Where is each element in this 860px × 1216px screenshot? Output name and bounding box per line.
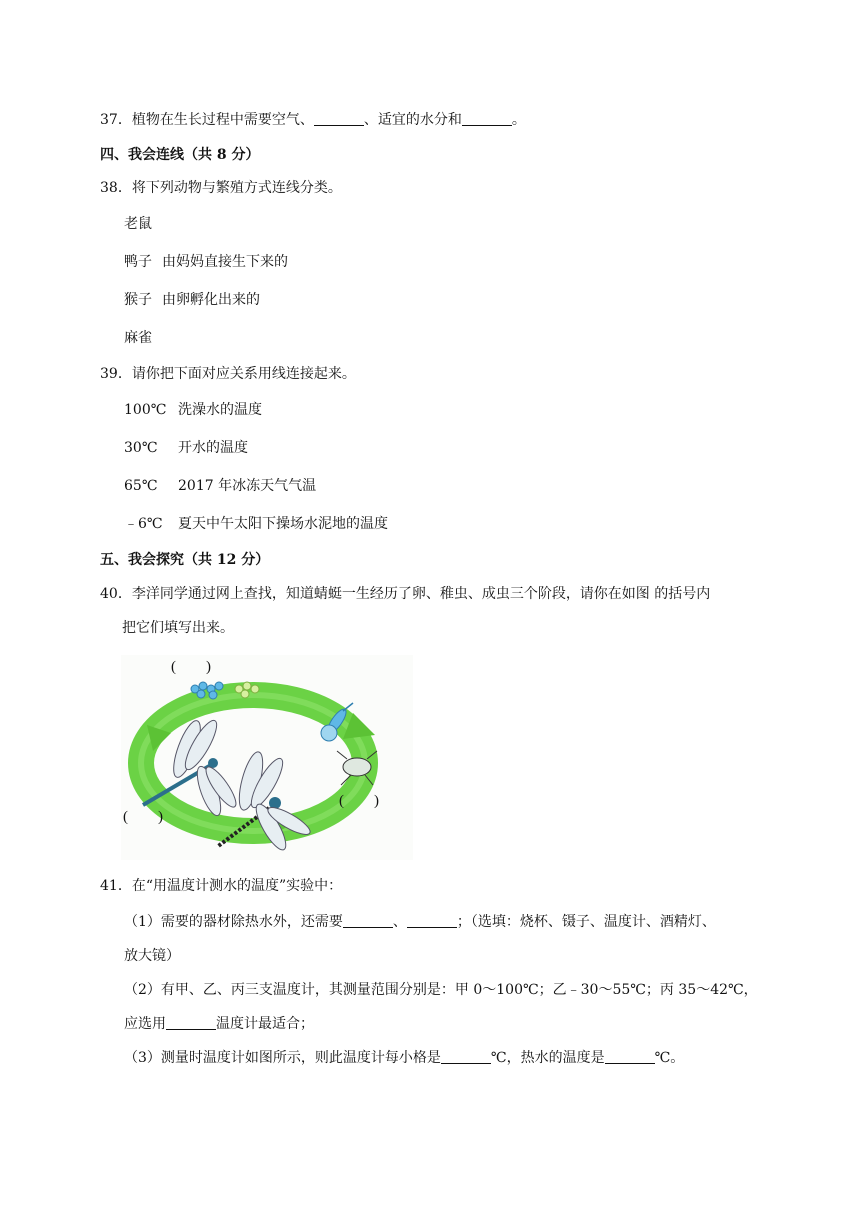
q41-blank-4[interactable] xyxy=(441,1049,491,1064)
q39-desc-4: 夏天中午太阳下操场水泥地的温度 xyxy=(178,516,388,532)
q39-desc-2: 开水的温度 xyxy=(178,440,248,456)
q41-text: ℃，热水的温度是 xyxy=(490,1050,605,1066)
q41-part-3 xyxy=(124,1048,684,1068)
q39-temp: 30℃ xyxy=(124,440,158,456)
q41-text: 应选用 xyxy=(124,1016,166,1032)
q41-stem: 41．在“用温度计测水的温度”实验中： xyxy=(100,878,343,894)
q39-temp: ﹣6℃ xyxy=(124,516,163,532)
q41-text: （1）需要的器材除热水外，还需要 xyxy=(124,914,343,930)
q40-line-2: 把它们填写出来。 xyxy=(122,620,234,636)
q39-row-4 xyxy=(124,514,163,534)
q40-line-1: 40．李洋同学通过网上查找，知道蜻蜓一生经历了卵、稚虫、成虫三个阶段，请你在如图 的括号内 xyxy=(100,586,711,602)
q39-desc-1: 洗澡水的温度 xyxy=(178,402,262,418)
question-37 xyxy=(100,110,526,130)
q39-stem: 39．请你把下面对应关系用线连接起来。 xyxy=(100,366,356,382)
section-4-title: 四、我会连线（共 8 分） xyxy=(100,147,260,163)
q39-row-1 xyxy=(124,400,166,420)
q38-animal: 老鼠 xyxy=(124,216,152,232)
q41-text: 、 xyxy=(392,914,407,930)
q37-text-1: 37．植物在生长过程中需要空气、 xyxy=(100,112,314,128)
q38-row-1 xyxy=(124,214,152,234)
q41-part-1-cont: 放大镜） xyxy=(124,948,180,964)
answer-parens-right[interactable]: ( ) xyxy=(339,793,379,809)
q41-part-1 xyxy=(124,912,716,932)
q38-mode: 由妈妈直接生下来的 xyxy=(162,254,288,270)
q38-animal: 鸭子 xyxy=(124,254,152,270)
answer-parens-left[interactable]: ( ) xyxy=(123,809,163,825)
answer-parens-top[interactable]: ( ) xyxy=(171,659,211,675)
dragonfly-life-cycle-figure xyxy=(121,655,413,860)
q37-blank-2[interactable] xyxy=(462,111,512,126)
q41-part-2: （2）有甲、乙、丙三支温度计，其测量范围分别是：甲 0～100℃；乙﹣30～55℃；丙 35～42℃， xyxy=(124,982,758,998)
q38-row-4 xyxy=(124,328,152,348)
q38-animal: 猴子 xyxy=(124,292,152,308)
q39-temp: 65℃ xyxy=(124,478,158,494)
q39-row-3 xyxy=(124,476,157,496)
q37-text-2: 、适宜的水分和 xyxy=(363,112,462,128)
q38-mode: 由卵孵化出来的 xyxy=(162,292,260,308)
q41-text: （3）测量时温度计如图所示，则此温度计每小格是 xyxy=(124,1050,441,1066)
q38-stem: 38．将下列动物与繁殖方式连线分类。 xyxy=(100,180,342,196)
q39-row-2 xyxy=(124,438,157,458)
q38-animal: 麻雀 xyxy=(124,330,152,346)
q37-text-3: 。 xyxy=(511,112,526,128)
q41-part-2-cont xyxy=(124,1014,314,1034)
q37-blank-1[interactable] xyxy=(314,111,364,126)
q41-blank-1[interactable] xyxy=(343,913,393,928)
q38-row-2 xyxy=(124,252,288,272)
q41-text: 温度计最适合； xyxy=(216,1016,314,1032)
life-cycle-illustration xyxy=(121,655,413,860)
q39-temp: 100℃ xyxy=(124,402,167,418)
q39-desc-3: 2017 年冰冻天气气温 xyxy=(178,478,317,494)
q41-blank-3[interactable] xyxy=(166,1015,216,1030)
q38-row-3 xyxy=(124,290,260,310)
q41-text: ；（选填：烧杯、镊子、温度计、酒精灯、 xyxy=(456,914,716,930)
q41-text: ℃。 xyxy=(654,1050,685,1066)
q41-blank-2[interactable] xyxy=(407,913,457,928)
section-5-title: 五、我会探究（共 12 分） xyxy=(100,552,270,568)
q41-blank-5[interactable] xyxy=(605,1049,655,1064)
